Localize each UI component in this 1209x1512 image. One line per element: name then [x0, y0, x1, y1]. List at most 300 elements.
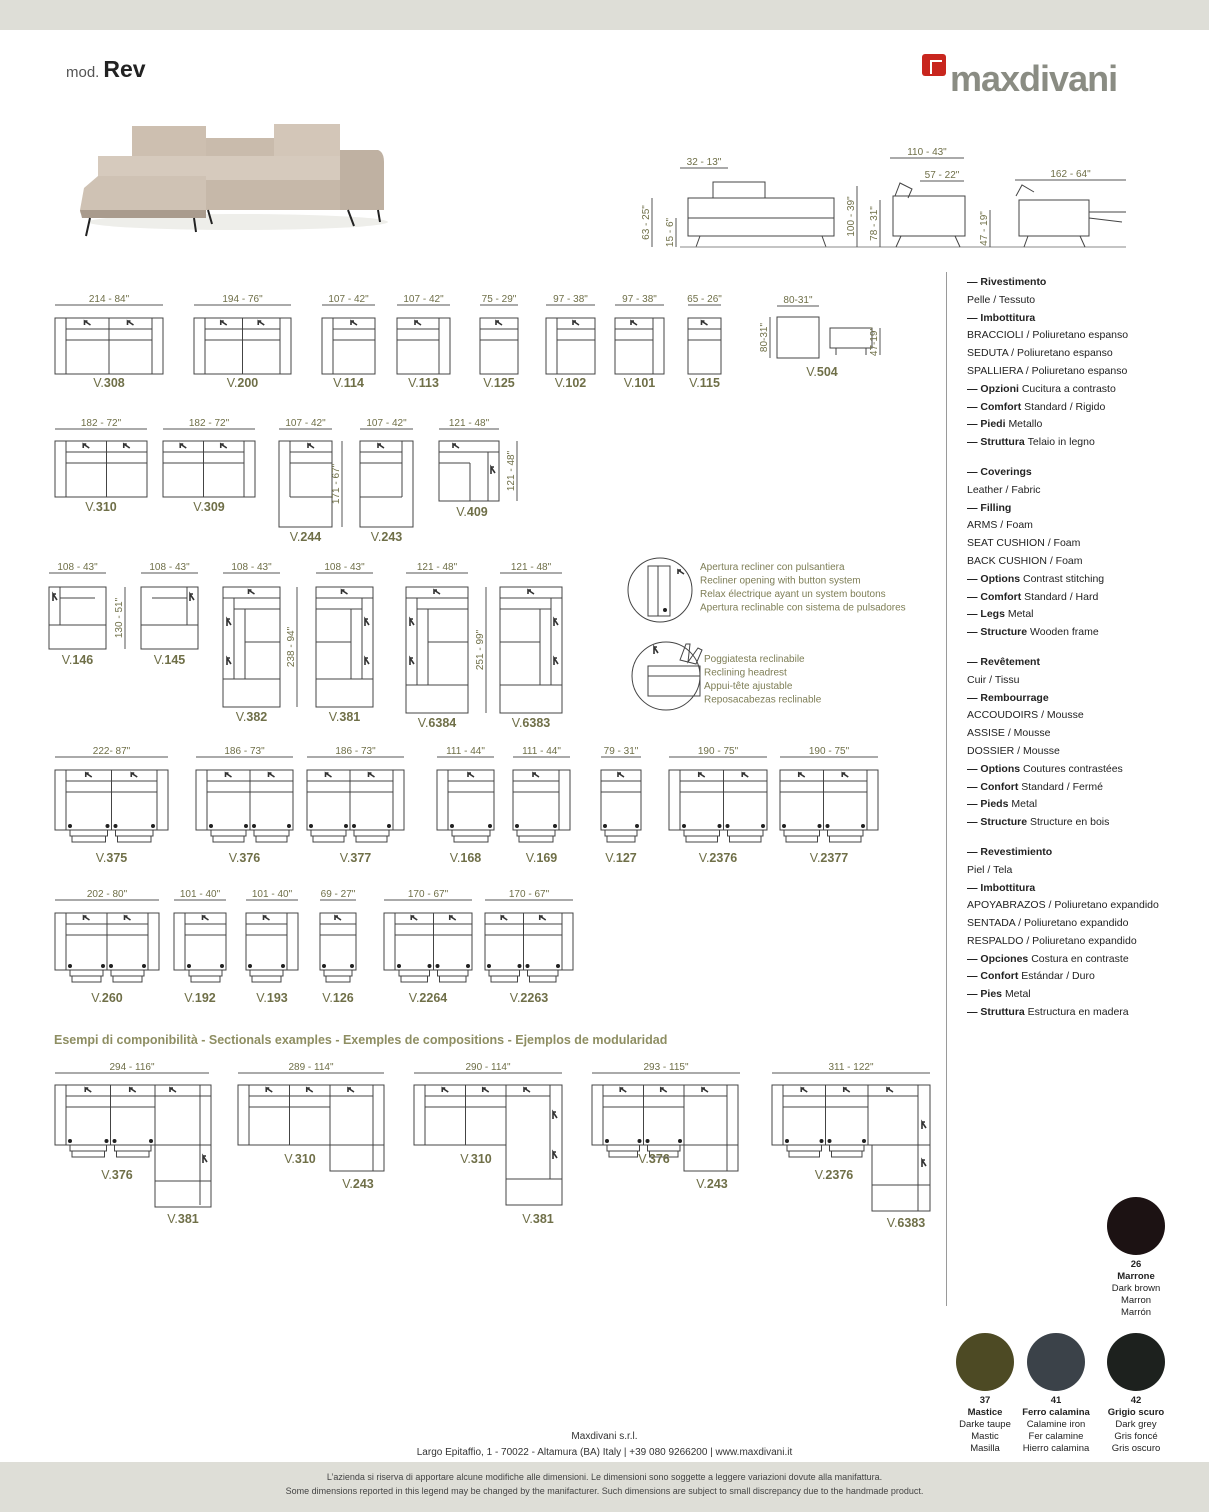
- recliner-legend-text: Apertura reclinable con sistema de pulsadores: [700, 602, 906, 614]
- dimension-label: 170 - 67": [508, 889, 550, 900]
- recliner-button-icon: [109, 964, 113, 968]
- headrest-arrow-icon: [170, 1088, 176, 1092]
- recliner-button-icon: [68, 964, 72, 968]
- headrest-arrow-icon: [801, 1088, 807, 1092]
- spec-heading: — Rivestimento: [967, 276, 1047, 288]
- module-drawing: [55, 770, 168, 842]
- spec-row: [967, 517, 1167, 535]
- recliner-footrest: [830, 836, 862, 842]
- recliner-footrest: [607, 836, 635, 842]
- module-code: V.126: [322, 991, 354, 1005]
- spec-row: [967, 707, 1167, 725]
- recliner-button-icon: [646, 1139, 650, 1143]
- spec-value: ASSISE / Mousse: [967, 727, 1051, 740]
- module-drawing: [688, 318, 721, 374]
- swatch-label: Calamine iron: [1026, 1419, 1086, 1430]
- dimension-label: 186 - 73": [335, 746, 376, 757]
- headrest-arrow-icon: [654, 647, 658, 654]
- headrest-arrow-icon: [453, 444, 459, 448]
- recliner-legend: [628, 558, 906, 622]
- dimension-label: 80-31": [759, 322, 770, 353]
- module-drawing: [406, 587, 468, 713]
- headrest-arrow-icon: [369, 773, 375, 777]
- spec-value: Costura en contraste: [1031, 952, 1129, 965]
- examples-title: Esempi di componibilità - Sectionals examples - Exemples de compositions - Ejemplos de modularidad: [54, 1033, 668, 1047]
- recliner-button-icon: [106, 824, 110, 828]
- headrest-arrow-icon: [308, 444, 314, 448]
- spec-row: [967, 761, 1167, 779]
- recliner-footrest: [252, 976, 281, 982]
- module-outline: [55, 441, 147, 497]
- spec-row: [967, 844, 1167, 862]
- module-line: [896, 236, 901, 247]
- module-drawing: [485, 913, 573, 982]
- module-outline: [506, 1179, 562, 1205]
- module-code: V.125: [483, 376, 515, 390]
- dimension-label: 121 - 48": [416, 562, 458, 573]
- headrest-arrow-icon: [86, 773, 92, 777]
- headrest-arrow-icon: [922, 1160, 926, 1167]
- recliner-footrest: [491, 976, 518, 982]
- front-base: [688, 218, 834, 236]
- spec-value: Structure en bois: [1030, 816, 1110, 829]
- module-code: V.409: [456, 505, 488, 519]
- recliner-footrest: [452, 830, 490, 836]
- spec-row: [967, 310, 1167, 328]
- recliner-button-icon: [556, 964, 560, 968]
- headrest-arrow-icon: [501, 916, 507, 920]
- dimension-label: 170 - 67": [407, 889, 449, 900]
- swatch-label: Marron: [1120, 1295, 1152, 1306]
- headrest-legend-text: Poggiatesta reclinabile: [704, 654, 805, 665]
- headrest-arrow-icon: [483, 1088, 489, 1092]
- module-outline: [55, 1085, 155, 1145]
- model-name: Rev: [103, 56, 146, 82]
- spec-row: [967, 690, 1167, 708]
- module-code: V.168: [449, 851, 482, 865]
- module-drawing: [437, 770, 494, 842]
- headrest-arrow-icon: [842, 773, 848, 777]
- module-drawing: [307, 770, 404, 842]
- headrest-arrow-icon: [221, 444, 227, 448]
- recliner-button-icon: [487, 964, 491, 968]
- spec-heading: — Opciones: [967, 952, 1032, 965]
- module-drawing: [414, 1085, 506, 1145]
- spec-row: [967, 399, 1167, 417]
- swatch-label: Hierro calamina: [1022, 1443, 1090, 1454]
- swatch-label: 42: [1130, 1395, 1142, 1406]
- dimension-label: 63 - 25": [641, 205, 652, 240]
- recliner-footrest: [70, 1145, 107, 1151]
- recliner-button-icon: [281, 964, 285, 968]
- dimension-label: 108 - 43": [231, 562, 272, 573]
- recliner-footrest: [254, 830, 289, 836]
- spec-heading: — Filling: [967, 501, 1012, 514]
- swatch-circle: [956, 1333, 1014, 1391]
- divider-line: [946, 272, 947, 1306]
- module-drawing: [669, 770, 767, 842]
- module-drawing: [55, 318, 163, 374]
- swatch-label: Marrone: [1117, 1271, 1155, 1282]
- headrest-arrow-icon: [553, 1112, 557, 1119]
- module-outline: [320, 913, 356, 970]
- recliner-footrest: [609, 1151, 638, 1157]
- recliner-footrest: [786, 836, 818, 842]
- spec-row: [967, 779, 1167, 797]
- recliner-footrest: [830, 1145, 865, 1151]
- recliner-button-icon: [244, 824, 248, 828]
- module-outline: [238, 1085, 330, 1145]
- spec-value: Telaio in legno: [1027, 436, 1095, 449]
- swatch-label: Grigio scuro: [1107, 1407, 1165, 1418]
- recliner-footrest: [399, 970, 430, 976]
- headrest-arrow-icon: [631, 321, 637, 325]
- recliner-button-icon: [488, 824, 492, 828]
- module-outline: [406, 587, 468, 713]
- module-line: [1080, 236, 1085, 247]
- spec-heading: — Confort: [967, 970, 1022, 983]
- spec-value: SPALLIERA / Poliuretano espanso: [967, 364, 1128, 377]
- module-code: V.381: [522, 1212, 554, 1226]
- module-code: V.375: [95, 851, 128, 865]
- module-drawing: [772, 1085, 868, 1157]
- headrest-arrow-icon: [442, 1088, 448, 1092]
- spec-row: [967, 743, 1167, 761]
- headrest-arrow-icon: [661, 1088, 667, 1092]
- recliner-footrest: [354, 830, 389, 836]
- spec-value: SEDUTA / Poliuretano espanso: [967, 347, 1113, 360]
- spec-block: [967, 274, 1167, 452]
- headrest-arrow-icon: [434, 590, 440, 594]
- module-code: V.2263: [509, 991, 549, 1005]
- module-code: V.376: [101, 1168, 133, 1182]
- dimension-label: 111 - 44": [446, 746, 485, 757]
- headrest-arrow-icon: [84, 916, 90, 920]
- spec-value: Leather / Fabric: [967, 483, 1041, 496]
- recliner-legend-text: Relax électrique ayant un system boutons: [700, 589, 886, 600]
- swatch-circle: [1107, 1197, 1165, 1255]
- recliner-button-icon: [515, 824, 519, 828]
- spec-row: [967, 606, 1167, 624]
- headrest-arrow-icon: [227, 658, 231, 665]
- headrest-arrow-icon: [799, 773, 805, 777]
- spec-row: [967, 968, 1167, 986]
- headrest-arrow-icon: [221, 321, 227, 325]
- module-outline: [437, 770, 494, 830]
- recliner-button-icon: [518, 964, 522, 968]
- module-code: V.377: [339, 851, 372, 865]
- spec-row: [967, 624, 1167, 642]
- module-outline: [684, 1085, 738, 1145]
- module-outline: [49, 587, 106, 649]
- dimension-label: 69 - 27": [320, 889, 356, 900]
- spec-heading: — Revestimiento: [967, 845, 1053, 858]
- module-outline: [506, 1085, 562, 1179]
- spec-row: [967, 363, 1167, 381]
- headrest-arrow-icon: [496, 321, 502, 325]
- spec-block: [967, 844, 1167, 1022]
- recliner-button-icon: [782, 824, 786, 828]
- dimension-label: 293 - 115": [643, 1062, 689, 1073]
- recliner-footrest: [191, 976, 220, 982]
- module-code: V.243: [370, 530, 403, 544]
- recliner-footrest: [116, 830, 154, 836]
- module-line: [696, 236, 700, 247]
- recliner-footrest: [519, 836, 553, 842]
- recliner-button-icon: [252, 824, 256, 828]
- dimension-label: 57 - 22": [924, 170, 960, 181]
- module-outline: [384, 913, 472, 970]
- dimension-label: 101 - 40": [179, 889, 221, 900]
- dimension-label: 311 - 122": [828, 1062, 874, 1073]
- recliner-button-icon: [605, 1139, 609, 1143]
- module-drawing: [384, 913, 472, 982]
- spec-row: [967, 381, 1167, 399]
- recliner-button-icon: [726, 824, 730, 828]
- spec-row: [967, 345, 1167, 363]
- spec-heading: — Pies: [967, 988, 1005, 1001]
- module-code: V.504: [806, 365, 838, 379]
- module-outline: [669, 770, 767, 830]
- module-code: V.244: [289, 530, 322, 544]
- recliner-button-icon: [862, 1139, 866, 1143]
- spec-value: SEAT CUSHION / Foam: [967, 537, 1081, 550]
- spec-value: BACK CUSHION / Foam: [967, 554, 1083, 567]
- recliner-button-icon: [397, 964, 401, 968]
- headrest-arrow-icon: [85, 321, 91, 325]
- recliner-footrest: [530, 976, 557, 982]
- module-outline: [485, 913, 573, 970]
- headrest-arrow-icon: [85, 1088, 91, 1092]
- headrest-arrow-icon: [128, 321, 134, 325]
- headrest-legend-text: Appui-tête ajustable: [704, 681, 793, 692]
- module-outline: [279, 441, 332, 527]
- bottom-bar: [0, 1462, 1209, 1512]
- recliner-button-icon: [818, 824, 822, 828]
- recliner-footrest: [787, 1145, 822, 1151]
- spec-value: Standard / Hard: [1024, 590, 1099, 603]
- recliner-button-icon: [220, 964, 224, 968]
- module-drawing: [513, 770, 570, 842]
- spec-row: [967, 951, 1167, 969]
- recliner-body: [1019, 200, 1089, 236]
- spec-heading: — Struttura: [967, 436, 1028, 449]
- module-outline: [648, 666, 700, 696]
- dimension-label: 47-19": [869, 326, 880, 357]
- headrest-arrow-icon: [620, 1088, 626, 1092]
- module-drawing: [546, 318, 595, 374]
- disclaimer-en: Some dimensions reported in this legend may be changed by the manifacturer. Such dimensions are subject to small discrepancy due to the handmade product.: [285, 1486, 924, 1496]
- dimension-label: 182 - 72": [188, 418, 230, 429]
- pouf-side: [830, 328, 872, 348]
- swatch-label: Darke taupe: [959, 1419, 1011, 1430]
- recliner-button-icon: [352, 824, 356, 828]
- spec-value: APOYABRAZOS / Poliuretano expandido: [967, 899, 1159, 912]
- recliner-footrest: [118, 836, 152, 842]
- dimension-label: 110 - 43": [907, 147, 947, 158]
- dimension-label: 65 - 26": [687, 294, 722, 305]
- module-code: V.6383: [511, 716, 551, 730]
- dimension-label: 107 - 42": [403, 294, 444, 305]
- module-line: [822, 236, 826, 247]
- recliner-footrest: [605, 830, 637, 836]
- module-code: V.382: [235, 710, 268, 724]
- swatch-label: Dark grey: [1115, 1419, 1157, 1430]
- swatch-label: Dark brown: [1111, 1283, 1161, 1294]
- specifications: [967, 274, 1167, 1034]
- spec-heading: — Legs: [967, 608, 1008, 621]
- module-outline: [872, 1145, 930, 1211]
- recliner-button-icon: [450, 824, 454, 828]
- spec-block: [967, 464, 1167, 642]
- module-outline: [439, 441, 499, 501]
- recliner-button-icon: [678, 1139, 682, 1143]
- spec-value: Estándar / Duro: [1021, 970, 1095, 983]
- headrest-arrow-icon: [678, 570, 684, 574]
- module-outline: [688, 318, 721, 374]
- recliner-button-icon: [68, 1139, 72, 1143]
- spec-heading: — Imbottitura: [967, 881, 1036, 894]
- dimension-label: 171 - 67": [331, 463, 342, 505]
- recliner-footrest: [189, 970, 222, 976]
- recliner-button-icon: [114, 824, 118, 828]
- module-drawing: [55, 441, 147, 497]
- spec-value: Standard / Rigido: [1024, 400, 1106, 413]
- example-composition: [155, 1085, 211, 1207]
- spec-heading: — Comfort: [967, 590, 1025, 603]
- module-drawing: [780, 770, 878, 842]
- module-code: V.309: [193, 500, 225, 514]
- module-code: V.102: [554, 376, 587, 390]
- module-outline: [330, 1085, 384, 1145]
- headrest-arrow-icon: [130, 1088, 136, 1092]
- headrest-arrow-icon: [351, 321, 357, 325]
- recliner-button-icon: [682, 824, 686, 828]
- dimension-label: 107 - 42": [366, 418, 407, 429]
- recliner-footrest: [517, 830, 555, 836]
- recliner-footrest: [70, 830, 108, 836]
- recliner-footrest: [326, 976, 350, 982]
- headrest-arrow-icon: [124, 444, 130, 448]
- spec-heading: — Confort: [967, 780, 1022, 793]
- dimension-label: 80-31": [783, 295, 813, 306]
- dimension-label: 79 - 31": [603, 746, 639, 757]
- spec-row: [967, 1004, 1167, 1022]
- module-drawing: [322, 318, 375, 374]
- module-code: V.310: [85, 500, 117, 514]
- dimension-label: 202 - 80": [86, 889, 128, 900]
- spec-heading: — Comfort: [967, 400, 1025, 413]
- dimension-label: 101 - 40": [251, 889, 293, 900]
- dimension-label: 108 - 43": [149, 562, 190, 573]
- recliner-footrest: [784, 830, 820, 836]
- dimension-label: 162 - 64": [1050, 169, 1091, 180]
- spec-value: Estructura en madera: [1027, 1006, 1129, 1019]
- spec-row: [967, 880, 1167, 898]
- swatch-label: 37: [979, 1395, 991, 1406]
- dimension-label: 186 - 73": [224, 746, 265, 757]
- headrest-arrow-icon: [618, 773, 624, 777]
- recliner-button-icon: [718, 824, 722, 828]
- headrest-arrow-icon: [702, 321, 708, 325]
- recliner-footrest: [111, 970, 144, 976]
- spec-row: [967, 553, 1167, 571]
- headrest-arrow-icon: [554, 658, 558, 665]
- recliner-footrest: [828, 830, 864, 836]
- swatch-label: Masilla: [970, 1443, 1000, 1454]
- spec-heading: — Options: [967, 762, 1023, 775]
- spec-row: [967, 915, 1167, 933]
- spec-heading: — Imbottitura: [967, 311, 1036, 324]
- recliner-button-icon: [142, 964, 146, 968]
- module-drawing: [601, 770, 641, 842]
- recliner-footrest: [440, 976, 467, 982]
- spec-value: SENTADA / Poliuretano expandido: [967, 917, 1129, 930]
- headrest-arrow-icon: [450, 916, 456, 920]
- brand-wordmark: maxdivani: [950, 58, 1118, 99]
- spec-heading: — Rembourrage: [967, 691, 1049, 704]
- front-back: [713, 182, 765, 198]
- recliner-footrest: [72, 976, 101, 982]
- spec-row: [967, 862, 1167, 880]
- module-drawing: [174, 913, 226, 982]
- recliner-button-icon: [68, 824, 72, 828]
- module-outline: [615, 318, 664, 374]
- recliner-footrest: [728, 830, 764, 836]
- module-code: V.169: [525, 851, 558, 865]
- spec-row: [967, 725, 1167, 743]
- headrest-arrow-icon: [264, 916, 270, 920]
- color-swatch: [1096, 1197, 1176, 1319]
- headrest-legend-text: Reclining headrest: [704, 667, 787, 679]
- dimension-label: 108 - 43": [57, 562, 98, 573]
- spec-row: [967, 434, 1167, 452]
- swatch-label: Gris oscuro: [1111, 1443, 1161, 1454]
- spec-block: [967, 654, 1167, 832]
- module-drawing: [194, 318, 291, 374]
- module-code: V.2376: [814, 1168, 854, 1182]
- headrest-arrow-icon: [844, 1088, 850, 1092]
- module-outline: [316, 587, 373, 707]
- spec-heading: — Struttura: [967, 1006, 1028, 1019]
- module-drawing: [480, 318, 518, 374]
- module-code: V.381: [328, 710, 361, 724]
- module-outline: [601, 770, 641, 830]
- example-composition: [506, 1085, 562, 1205]
- spec-heading: — Structure: [967, 816, 1031, 829]
- module-outline: [246, 913, 298, 970]
- recliner-button-icon: [387, 824, 391, 828]
- dimension-label: 107 - 42": [328, 294, 369, 305]
- swatch-circle: [1107, 1333, 1165, 1391]
- module-outline: [648, 566, 670, 616]
- headrest-arrow-icon: [410, 619, 414, 626]
- profile-drawings: [641, 147, 1126, 247]
- module-outline: [684, 1145, 738, 1171]
- module-code: V.243: [342, 1177, 374, 1191]
- headrest-arrow-icon: [53, 594, 57, 601]
- module-outline: [480, 318, 518, 374]
- module-code: V.376: [228, 851, 261, 865]
- module-drawing: [141, 587, 198, 649]
- dimension-label: 238 - 94": [286, 626, 297, 668]
- headrest-arrow-icon: [342, 590, 348, 594]
- recliner-footrest: [256, 836, 287, 842]
- module-code: V.243: [696, 1177, 728, 1191]
- spec-row: [967, 535, 1167, 553]
- headrest-arrow-icon: [335, 916, 341, 920]
- headrest-arrow-icon: [203, 916, 209, 920]
